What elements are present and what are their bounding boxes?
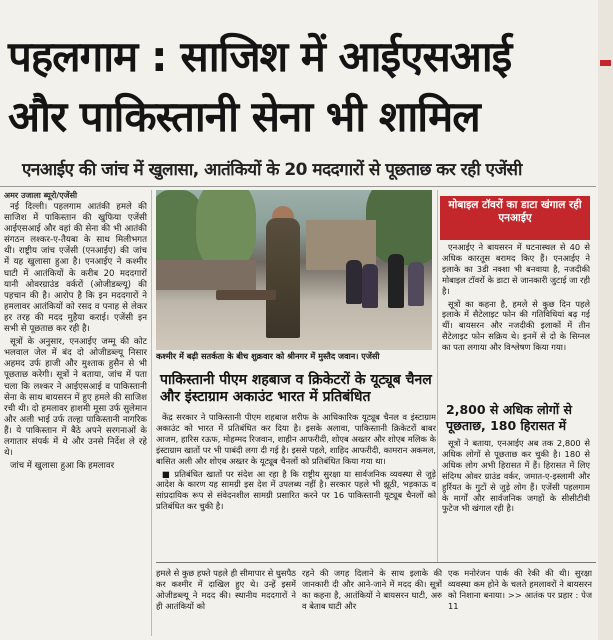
sidebar-paragraph: एनआईए ने बायसरन में घटनास्थल से 40 से अधिक कारतूस बरामद किए हैं। एनआईए ने इलाके का 3डी नक्शा भी बनवाया है, नजदीकी मोबाइल टॉवरों के डाटा से जानकारी जुटाई जा रही है। [442, 242, 590, 296]
detention-headline: 2,800 से अधिक लोगों से पूछताछ, 180 हिरासत में [446, 402, 572, 433]
bottom-rule [156, 562, 596, 563]
bottom-column-2 [302, 568, 442, 640]
bottom-paragraph: हमले से कुछ हफ्ते पहले ही सीमापार से घुसपैठ कर कश्मीर में दाखिल हुए थे। उन्हें इसमें ओजीडब्ल्यू ने मदद की। स्थानीय मददगारों ने ही आतंकियों को [156, 568, 296, 611]
photo-building [306, 220, 376, 270]
edge-red-mark [600, 60, 611, 66]
photo-person [346, 260, 362, 304]
news-photo [156, 190, 432, 350]
column-divider [437, 190, 438, 562]
youtube-paragraph: केंद्र सरकार ने पाकिस्तानी पीएम शहबाज शरीफ के आधिकारिक यूट्यूब चैनल व इंस्टाग्राम अकाउंट को भारत में प्रतिबंधित कर दिया है। इसके अलावा, पाकिस्तानी क्रिकेटरों बाबर आजम, हारिस रऊफ, मोहम्मद रिजवान, शाहीन आफरीदी, शोएब अख्तर और शोएब मलिक के इंस्टाग्राम खातों पर भी पाबंदी लगा दी गई है। इससे पहले, शाहिद आफरीदी, कामरान अकमल, बासित अली और शोएब अख्तर के यूट्यूब चैनलों को प्रतिबंधित किया गया था। [156, 412, 436, 466]
photo-person [388, 254, 404, 308]
photo-person [408, 262, 424, 306]
photo-tree [196, 190, 256, 270]
detention-text [442, 438, 590, 558]
photo-caption: कश्मीर में बढ़ी सतर्कता के बीच शुक्रवार को श्रीनगर में मुस्तैद जवान। एजेंसी [156, 351, 380, 361]
photo-bench [216, 290, 276, 300]
sidebar-box-text [442, 242, 590, 390]
photo-soldier [266, 218, 300, 338]
sidebar-paragraph: सूत्रों का कहना है, हमले से कुछ दिन पहले इलाके में सैटेलाइट फोन की गतिविधियां बढ़ गई थीं। बायसरन और नजदीकी इलाकों में तीन सैटेलाइट फोन सक्रिय थे। इनमें से दो के सिग्नल का पता लगाया और विश्लेषण किया गया। [442, 298, 590, 353]
photo-building [156, 260, 256, 290]
sidebar-box-title: मोबाइल टॉवरों का डाटा खंगाल रही एनआईए [440, 196, 590, 240]
subheadline: एनआईए की जांच में खुलासा, आतंकियों के 20 मददगारों से पूछताछ कर रही एजेंसी [22, 160, 522, 180]
youtube-ban-text [156, 412, 436, 560]
headline-line-1: पहलगाम : साजिश में आईएसआई [8, 32, 512, 81]
main-story-paragraph: जांच में खुलासा हुआ कि हमलावर [10, 461, 115, 472]
bottom-column-3 [448, 568, 592, 640]
youtube-ban-headline: पाकिस्तानी पीएम शहबाज व क्रिकेटरों के यूट्यूब चैनल और इंस्टाग्राम अकाउंट भारत में प्रतिबंधित [160, 372, 432, 405]
main-story-column [4, 200, 147, 636]
bottom-paragraph: एक मनोरंजन पार्क की रेकी की थी। सुरक्षा व्यवस्था कम होने के चलते हमलावरों ने बायसरन को निशाना बनाया। >> आतंक पर प्रहार : पेज 11 [448, 568, 592, 611]
main-story-paragraph: सूत्रों के अनुसार, एनआईए जम्मू की कोट भलवाल जेल में बंद दो ओजीडब्ल्यू निसार अहमद उर्फ हाजी और मुश्ताक हुसैन से भी पूछताछ करेगी। सूत्रों ने बताया, जांच में पता चला कि लश्कर ने आईएसआई व पाकिस्तानी सेना के साथ बायसरन में हुए हमले की साजिश रची थी। दो हमलावर हाशमी मूसा उर्फ सुलेमान और अली भाई उर्फ तल्हा पाकिस्तानी नागरिक हैं। ये पाकिस्तान में बैठे अपने सरगनाओं के लगातार संपर्क में थे और उनसे निर्देश ले रहे थे। [4, 337, 147, 459]
detention-paragraph: सूत्रों ने बताया, एनआईए अब तक 2,800 से अधिक लोगों से पूछताछ कर चुकी है। 180 से अधिक लोग अभी हिरासत में हैं। हिरासत में लिए संदिग्ध ओवर ग्राउंड वर्कर, जमात-ए-इस्लामी और हुर्रियत के गुटों से जुड़े लोग हैं। एजेंसी पहलगाम के मार्गों और सार्वजनिक जगहों के सीसीटीवी फुटेज भी खंगाल रही है। [442, 438, 590, 514]
bottom-paragraph: रहने की जगह दिलाने के साथ इलाके की जानकारी दी और आने-जाने में मदद की। सूत्रों का कहना है, आतंकियों ने बायसरन घाटी, अरु व बेताब घाटी और [302, 568, 442, 611]
youtube-paragraph: ■ प्रतिबंधित खातों पर संदेश आ रहा है कि राष्ट्रीय सुरक्षा या सार्वजनिक व्यवस्था से जुड़े आदेश के कारण यह सामग्री इस देश में उपलब्ध नहीं है। सरकार पहले भी झूठी, भड़काऊ व सांप्रदायिक रूप से संवेदनशील सामग्री प्रसारित करने पर 16 पाकिस्तानी यूट्यूब चैनलों को प्रतिबंधित कर चुकी है। [156, 468, 436, 512]
headline-line-2: और पाकिस्तानी सेना भी शामिल [8, 92, 480, 141]
column-divider [151, 190, 152, 636]
top-strip [0, 0, 600, 12]
bottom-column-1 [156, 568, 296, 640]
photo-person [362, 264, 378, 308]
headline-rule [0, 186, 596, 187]
byline: अमर उजाला ब्यूरो/एजेंसी [4, 191, 78, 200]
adjacent-page-edge [598, 0, 613, 640]
main-story-paragraph: नई दिल्ली। पहलगाम आतंकी हमले की साजिश में पाकिस्तान की खुफिया एजेंसी आईएसआई और वहां की सेना की भी आतंकी संगठन लश्कर-ए-तैयबा के साथ मिलीभगत थी। राष्ट्रीय जांच एजेंसी (एनआईए) की जांच में यह खुलासा हुआ है। एनआईए ने कश्मीर घाटी में आतंकियों के करीब 20 मददगारों यानी ओवरग्राउंड वर्करों (ओजीडब्ल्यू) की पहचान की है। आरोप है कि इन मददगारों ने हमलावर आतंकियों को रसद व पनाह से लेकर हर तरह की मदद मुहैया कराई। एजेंसी इन सभी से पूछताछ कर रही है। [4, 202, 147, 335]
